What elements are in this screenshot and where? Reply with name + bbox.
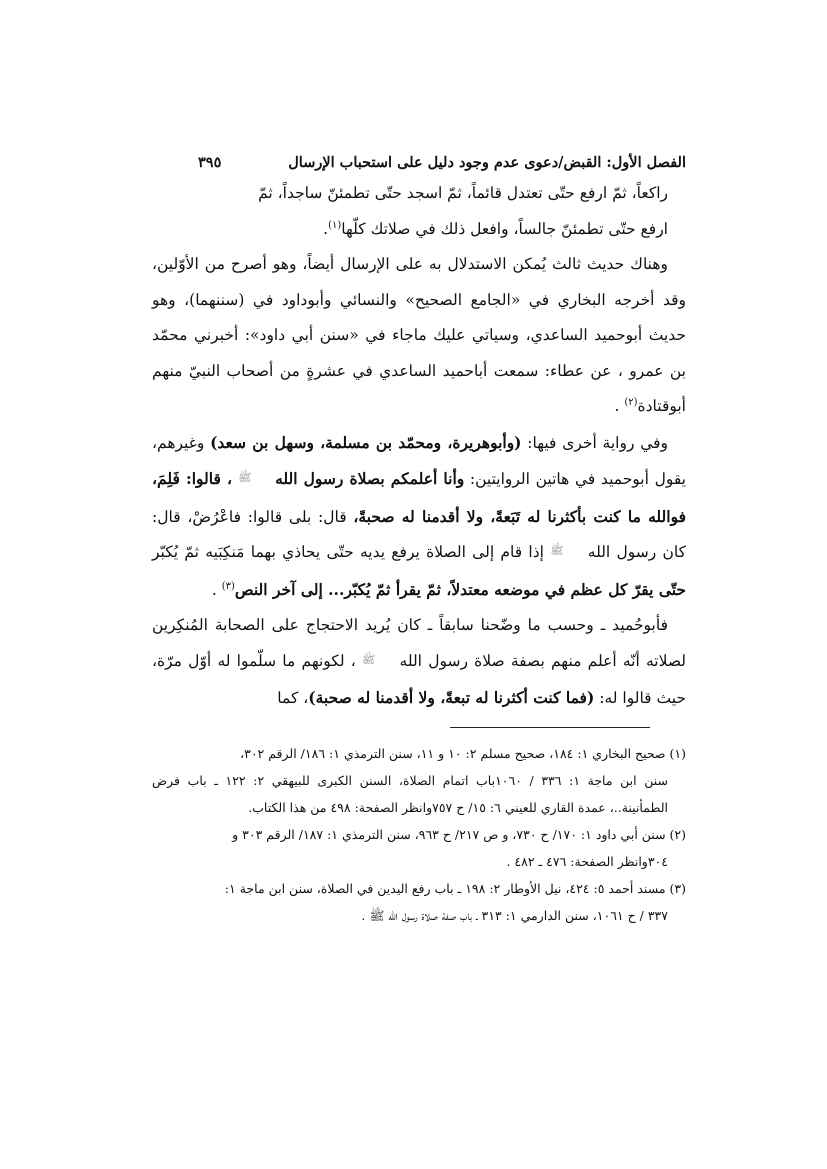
p3-d-bold: وأنا أعلمكم بصلاة رسول الله: [275, 469, 465, 488]
p4-d: ، كما: [277, 689, 309, 707]
p1-line-2: [152, 212, 668, 248]
p4-c-bold: (فما كنت أكثرنا له تبعةً، ولا أقدمنا له صحبة): [308, 688, 595, 707]
p3-e-bold: ، قالوا: فَلِمَ، فوالله ما كنت بأكثرنا له تَبَعةً، ولا أقدمنا له صحبةً،: [152, 469, 686, 526]
book-page: [152, 150, 687, 923]
p4-b: ، لكونهم ما سلّموا له أوّل مرّة، حيث قالوا له:: [152, 651, 686, 707]
p1-end: .: [323, 219, 329, 238]
p1-line-1: راكعاً، ثمّ ارفع حتّى تعتدل قائماً، ثمّ اسجد حتّى تطمئنّ ساجداً، ثمّ: [258, 184, 668, 202]
footnote-1: [152, 740, 686, 821]
salawat-icon: ﷺ: [362, 652, 376, 666]
page-number: ٣٩٥: [198, 154, 222, 171]
footnote-separator: [450, 727, 650, 728]
p1-line-2-text: ارفع حتّى تطمئنّ جالساً، وافعل ذلك في صلاتك كلّها: [341, 219, 668, 238]
footnotes: [152, 740, 686, 929]
p2-text: وهناك حديث ثالث يُمكن الاستدلال به على الإرسال أيضاً، وهو أصرح من الأوّلين، وقد أخرجه البخاري في «الجامع الصحيح» والنسائي وأبوداود في (سننهما)، وهو حديث أبوحميد الساعدي، وسياتي عليك ماجاء في «سنن أبي داود»: أخبرني محمّد بن عمرو ، عن عطاء: سمعت أباحميد الساعدي في عشرةٍ من أصحاب النبيّ منهم أبوقتادة: [152, 255, 686, 415]
p4-a: فأبوحُميد ـ وحسب ما وضّحنا سابقاً ـ كان يُريد الاحتجاج على الصحابة المُنكِرين لصلاته أنّه أعلم منهم بصفة صلاة رسول الله: [152, 616, 687, 670]
footnote-1-line-1: (١) صحيح البخاري ١: ١٨٤، صحيح مسلم ٢: ١٠ و ١١، سنن الترمذي ١: ١٨٦/ الرقم ٣٠٢،: [240, 746, 686, 761]
paragraph-1: [152, 176, 686, 247]
p3-a: وفي رواية أخرى فيها:: [521, 433, 669, 452]
footnote-2: [152, 821, 686, 875]
salawat-icon: ﷺ: [238, 471, 252, 484]
paragraph-2: [152, 247, 686, 425]
salawat-icon: ﷺ: [550, 544, 564, 557]
footnote-2-rest: ٣٠٤وانظر الصفحة: ٤٧٦ ـ ٤٨٢ .: [506, 854, 668, 869]
footnote-3-rest: ٣٣٧ / ح ١٠٦١، سنن الدارمي ١: ٣١٣ ـ باب صفة صلاة رسول الله ﷺ .: [361, 908, 668, 923]
footnote-ref-1[interactable]: (١): [328, 219, 342, 231]
p3-c: وغيرهم، يقول أبوحميد في هاتين الروايتين:: [152, 433, 686, 488]
p3-h-bold: حتّى يقرّ كل عظم في موضعه معتدلاً، ثمّ يقرأ ثمّ يُكبّر... إلى آخر النص: [234, 579, 686, 599]
p3-end: .: [211, 580, 222, 599]
running-header: [152, 150, 686, 176]
main-text: [152, 176, 686, 717]
footnote-3-line-1: (٣) مسند أحمد ٥: ٤٢٤، نيل الأوطار ٢: ١٩٨ ـ باب رفع اليدين في الصلاة، سنن ابن ماجة ١:: [224, 881, 686, 896]
chapter-title: الفصل الأول: القبض/دعوى عدم وجود دليل على استحباب الإرسال: [288, 154, 686, 171]
footnote-ref-2[interactable]: (٢): [624, 396, 638, 408]
p2-end: .: [614, 397, 625, 415]
p3-f: قال: بلى قالوا: فاعْرُضْ، قال: كان رسول الله: [152, 507, 686, 561]
footnote-3: [152, 875, 686, 929]
footnote-ref-3[interactable]: (٣): [221, 580, 235, 592]
p3-g: إذا قام إلى الصلاة يرفع يديه حتّى يحاذي بهما مَنكِبَيه ثمّ يُكبّر: [152, 543, 551, 561]
footnote-2-line-1: (٢) سنن أبي داود ١: ١٧٠/ ح ٧٣٠، و ص ٢١٧/ ح ٩٦٣، سنن الترمذي ١: ١٨٧/ الرقم ٣٠٣ و: [232, 827, 686, 842]
footnote-1-rest: سنن ابن ماجة ١: ٣٣٦ / ١٠٦٠باب اتمام الصلاة، السنن الكبرى للبيهقي ٢: ١٢٢ ـ باب فرض الطمأنينة..، عمدة القاري للعيني ٦: ١٥/ ح ٧٥٧وانظر الصفحة: ٤٩٨ من هذا الكتاب.: [152, 773, 668, 815]
paragraph-4: [152, 608, 686, 717]
paragraph-3: [152, 425, 686, 609]
p3-b-bold: (وأبوهريرة، ومحمّد بن مسلمة، وسهل بن سعد): [210, 432, 522, 452]
